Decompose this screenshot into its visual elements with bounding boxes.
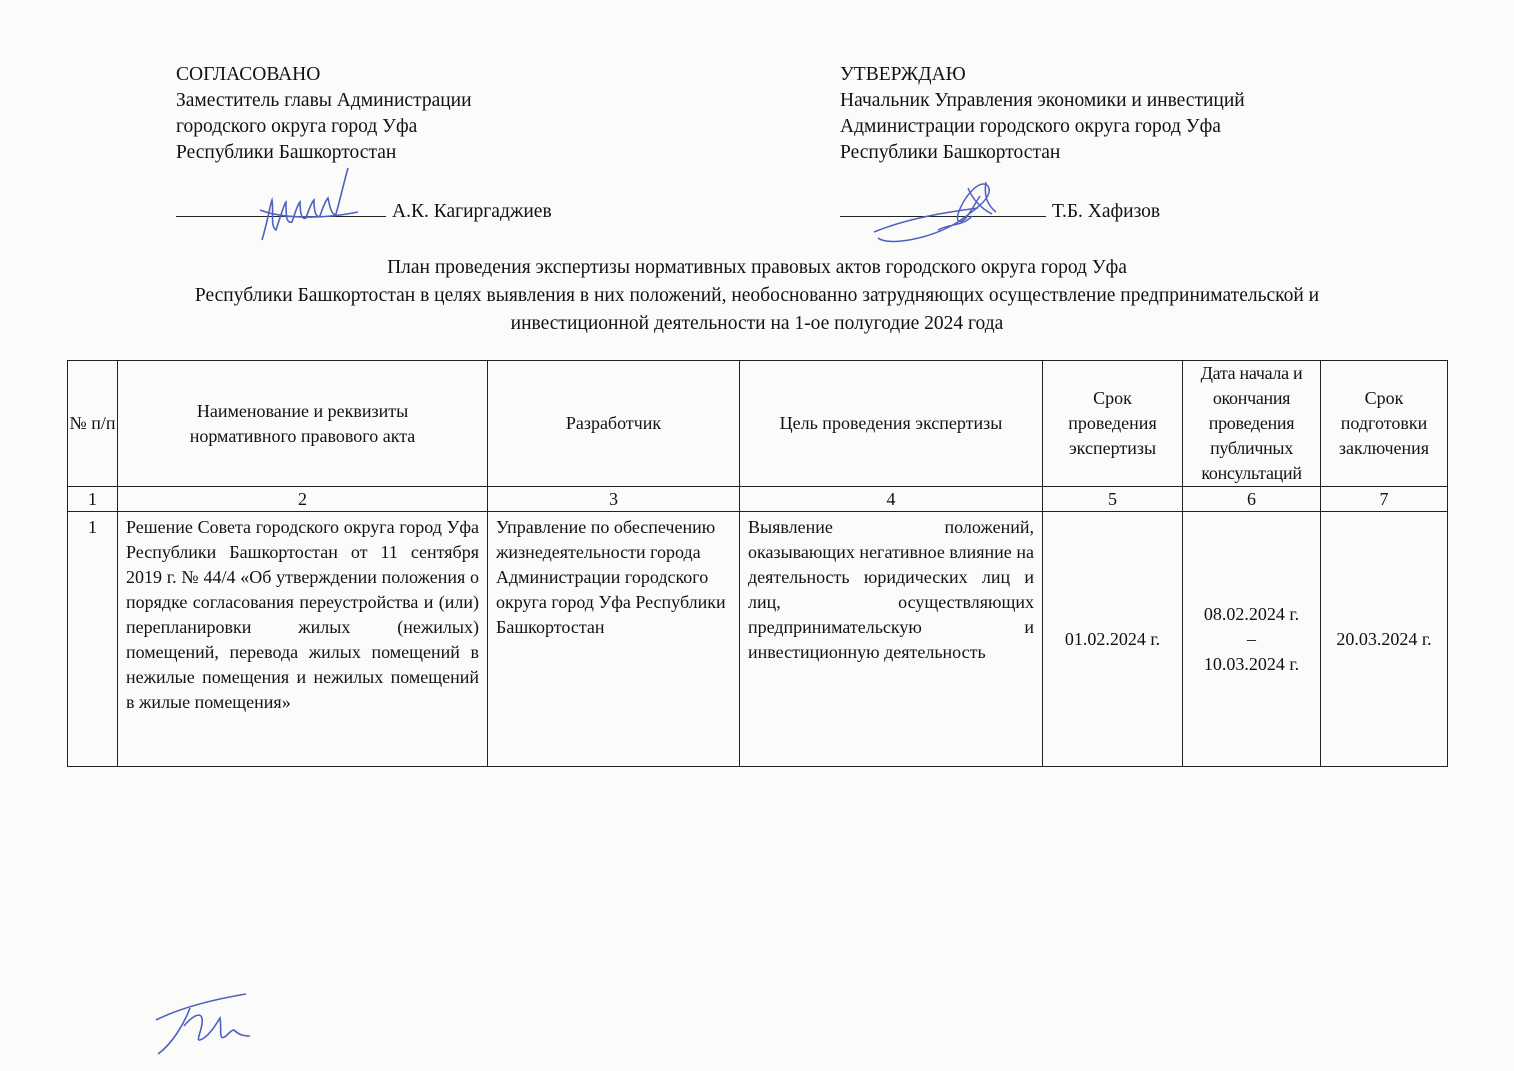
approval-line: Республики Башкортостан: [840, 142, 1061, 163]
approval-line: Республики Башкортостан: [176, 142, 397, 163]
consultation-end: 10.03.2024 г.: [1203, 653, 1300, 674]
table-header-row: [68, 361, 1448, 487]
header-conclusion: Срок подготовки заключения: [1321, 361, 1448, 487]
approval-line: Начальник Управления экономики и инвестиций: [840, 90, 1245, 111]
approval-heading: СОГЛАСОВАНО: [176, 64, 321, 85]
header-developer: Разработчик: [488, 361, 740, 487]
approval-block-agreed: [176, 62, 552, 222]
row-number: 1: [68, 512, 118, 767]
signature-line: [840, 196, 1160, 225]
title-line: Республики Башкортостан в целях выявления в них положений, необоснованно затрудняющих осуществление предпринимательской и: [194, 285, 1320, 306]
row-goal: Выявление положений, оказывающих негативное влияние на деятельность юридических лиц и лиц, осуществляющих предпринимательскую и инвестиционную деятельность: [740, 512, 1043, 767]
title-line: инвестиционной деятельности на 1-ое полугодие 2024 года: [510, 313, 1004, 334]
header-consultations: Дата начала и окончания проведения публичных консультаций: [1183, 361, 1321, 487]
consultation-start: 08.02.2024 г.: [1203, 603, 1300, 624]
approval-line: Администрации городского округа город Уфа: [840, 116, 1221, 137]
expertise-plan-table: [67, 360, 1448, 767]
signature-line: [176, 196, 552, 225]
approval-line: городского округа город Уфа: [176, 116, 418, 137]
signature-underline: [176, 196, 386, 217]
header-term: Срок проведения экспертизы: [1043, 361, 1183, 487]
row-act: Решение Совета городского округа город Уфа Республики Башкортостан от 11 сентября 2019 г. № 44/4 «Об утверждении положения о порядке согласования переустройства и (или) перепланировки жилых (нежилых) помещений, перевода жилых помещений в нежилые помещения и нежилых помещений в жилые помещения»: [118, 512, 488, 767]
column-number: 7: [1321, 487, 1448, 512]
column-number: 6: [1183, 487, 1321, 512]
column-number: 1: [68, 487, 118, 512]
column-number: 3: [488, 487, 740, 512]
consultation-dash: –: [1247, 628, 1256, 649]
signatory-name: А.К. Кагиргаджиев: [392, 201, 552, 222]
approval-line: Заместитель главы Администрации: [176, 90, 472, 111]
row-term: 01.02.2024 г.: [1043, 512, 1183, 767]
column-number: 4: [740, 487, 1043, 512]
header-number: № п/п: [68, 361, 118, 487]
column-number-row: [68, 487, 1448, 512]
title-line: План проведения экспертизы нормативных правовых актов городского округа город Уфа: [387, 257, 1127, 278]
approval-heading: УТВЕРЖДАЮ: [840, 64, 966, 85]
column-number: 2: [118, 487, 488, 512]
approval-block-approved: [840, 62, 1245, 222]
row-consultations: [1183, 512, 1321, 767]
table-row: [68, 512, 1448, 767]
header-goal: Цель проведения экспертизы: [740, 361, 1043, 487]
initials-signature-icon: [150, 990, 260, 1060]
header-act-name: Наименование и реквизиты нормативного правового акта: [118, 361, 488, 487]
signatory-name: Т.Б. Хафизов: [1052, 201, 1161, 222]
row-developer: Управление по обеспечению жизнедеятельности города Администрации городского округа город Уфа Республики Башкортостан: [488, 512, 740, 767]
column-number: 5: [1043, 487, 1183, 512]
document-title: [0, 254, 1514, 338]
signature-underline: [840, 196, 1046, 217]
row-conclusion: 20.03.2024 г.: [1321, 512, 1448, 767]
